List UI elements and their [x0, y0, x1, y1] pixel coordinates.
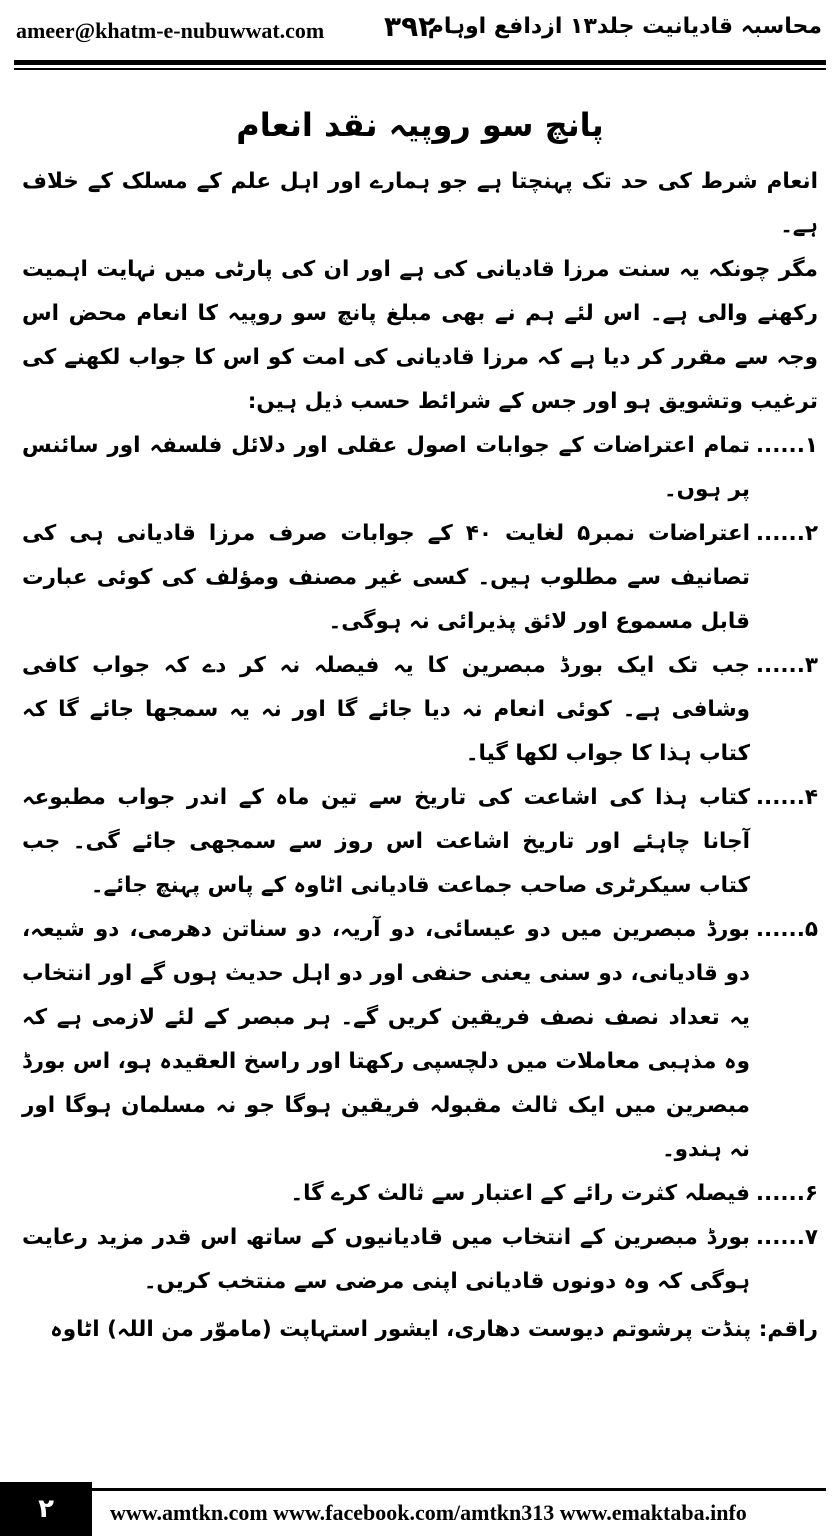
condition-text: اعتراضات نمبر۵ لغایت ۴۰ کے جوابات صرف مرزا قادیانی ہی کی تصانیف سے مطلوب ہیں۔ کسی غیر مصنف ومؤلف کی کوئی عبارت قابل مسموع اور لائق پذیرائی نہ ہوگی۔ — [22, 521, 750, 634]
page-footer — [0, 1482, 840, 1540]
footer-urls: www.amtkn.com www.facebook.com/amtkn313 www.emaktaba.info — [110, 1500, 747, 1525]
condition-item-4 — [22, 776, 818, 908]
header-rule-thin — [14, 68, 826, 70]
signature: راقم: پنڈت پرشوتم دیوست دھاری، ایشور استہاپت (ماموّر من اللہ) اٹاوہ — [50, 1317, 818, 1342]
page-content — [22, 92, 818, 1352]
header-page-number: ۳۹۲ — [384, 10, 436, 43]
condition-text: بورڈ مبصرین میں دو عیسائی، دو آریہ، دو سناتن دھرمی، دو شیعہ، دو قادیانی، دو سنی یعنی حنفی اور دو اہل حدیث ہوں گے اور انتخاب یہ تعداد نصف نصف فریقین کریں گے۔ ہر مبصر کے لئے لازمی ہے کہ وہ مذہبی معاملات میں دلچسپی رکھتا اور راسخ العقیدہ ہو، اس بورڈ مبصرین میں ایک ثالث مقبولہ فریقین ہوگا جو نہ مسلمان ہوگا اور نہ ہندو۔ — [22, 917, 750, 1162]
intro-paragraph-2: مگر چونکہ یہ سنت مرزا قادیانی کی ہے اور ان کی پارٹی میں نہایت اہمیت رکھنے والی ہے۔ اس لئے ہم نے بھی مبلغ پانچ سو روپیہ کا انعام محض اس وجہ سے مقرر کر دیا ہے کہ مرزا قادیانی کی امت کو اس کا جواب لکھنے کی ترغیب وتشویق ہو اور جس کے شرائط حسب ذیل ہیں: — [22, 257, 818, 414]
section-heading: پانچ سو روپیہ نقد انعام — [236, 106, 604, 144]
condition-item-7 — [22, 1216, 818, 1304]
condition-text: تمام اعتراضات کے جوابات اصول عقلی اور دلائل فلسفہ اور سائنس پر ہوں۔ — [22, 433, 750, 502]
condition-item-1 — [22, 424, 818, 512]
condition-number: ۴...... — [755, 785, 818, 810]
condition-text: جب تک ایک بورڈ مبصرین کا یہ فیصلہ نہ کر دے کہ جواب کافی وشافی ہے۔ کوئی انعام نہ دیا جائے گا اور نہ یہ سمجھا جائے گا کہ کتاب ہذا کا جواب لکھا گیا۔ — [22, 653, 750, 766]
intro-paragraph-1: انعام شرط کی حد تک پہنچتا ہے جو ہمارے اور اہل علم کے مسلک کے خلاف ہے۔ — [22, 169, 818, 238]
header-book-title: محاسبہ قادیانیت جلد۱۳ ازدافع اوہام — [427, 14, 822, 39]
condition-text: کتاب ہذا کی اشاعت کی تاریخ سے تین ماہ کے اندر جواب مطبوعہ آجانا چاہئے اور تاریخ اشاعت اس روز سے سمجھی جائے گی۔ جب کتاب سیکرٹری صاحب جماعت قادیانی اٹاوہ کے پاس پہنچ جائے۔ — [22, 785, 750, 898]
header-email: ameer@khatm-e-nubuwwat.com — [16, 18, 325, 43]
footer-page-number: ۲ — [0, 1482, 92, 1536]
page-header — [0, 0, 840, 64]
condition-item-3 — [22, 644, 818, 776]
condition-item-5 — [22, 908, 818, 1172]
footer-rule — [14, 1488, 826, 1491]
header-rule-thick — [14, 60, 826, 65]
condition-text: فیصلہ کثرت رائے کے اعتبار سے ثالث کرے گا۔ — [290, 1181, 750, 1206]
condition-number: ۲...... — [755, 521, 818, 546]
condition-item-2 — [22, 512, 818, 644]
condition-item-6 — [22, 1172, 818, 1216]
condition-number: ۶...... — [755, 1181, 818, 1206]
condition-number: ۵...... — [755, 917, 818, 942]
condition-number: ۳...... — [755, 653, 818, 678]
condition-text: بورڈ مبصرین کے انتخاب میں قادیانیوں کے ساتھ اس قدر مزید رعایت ہوگی کہ وہ دونوں قادیانی اپنی مرضی سے منتخب کریں۔ — [22, 1225, 750, 1294]
condition-number: ۷...... — [755, 1225, 818, 1250]
condition-number: ۱...... — [755, 433, 818, 458]
